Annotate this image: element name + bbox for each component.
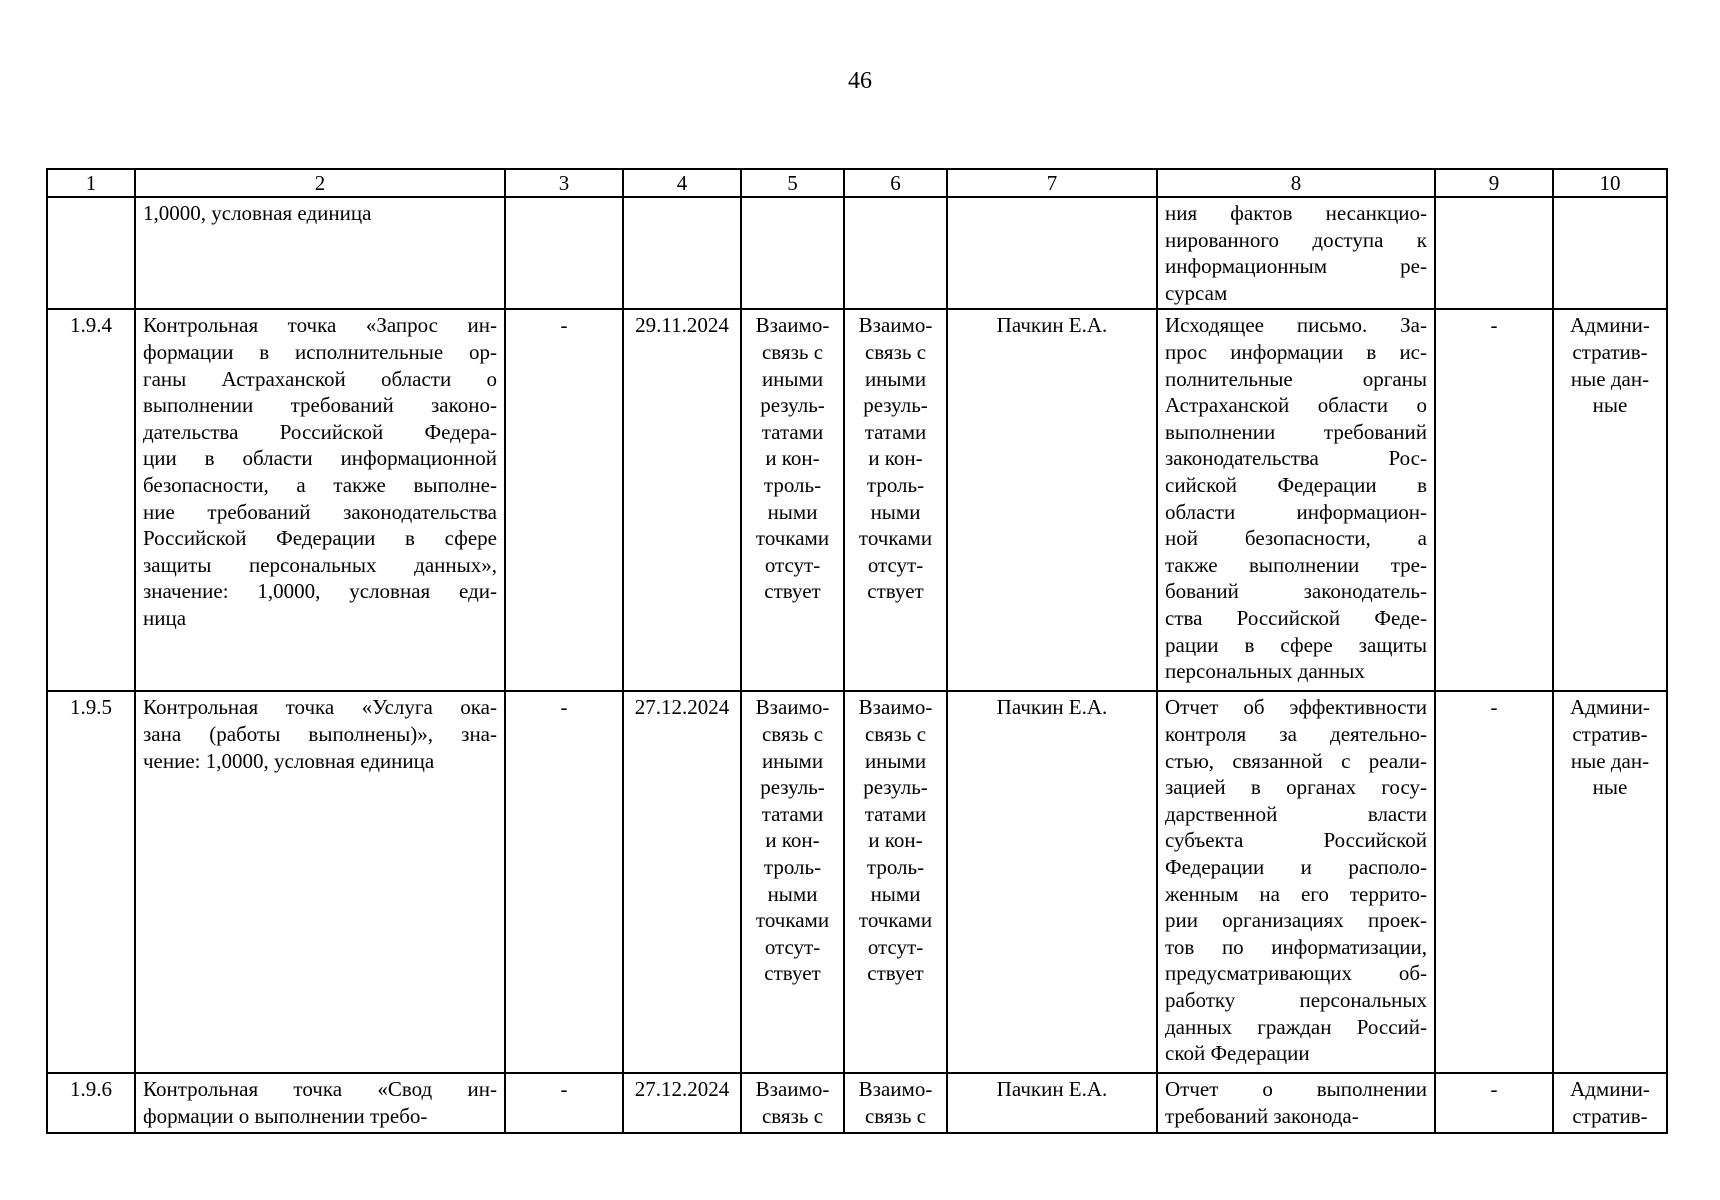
item-number-cell-text: 1.9.6	[70, 1077, 112, 1102]
column-3-cell	[505, 309, 623, 691]
table-row	[47, 691, 1667, 1073]
text-line: отсут-	[764, 552, 821, 577]
text-line: безопасности, а также выполне-	[143, 472, 497, 497]
column-9-cell-text: -	[1490, 313, 1498, 338]
table-row	[47, 1073, 1667, 1132]
text-line: татами	[761, 419, 824, 444]
column-3-cell-text: -	[560, 1077, 568, 1102]
text-line: ные	[1592, 393, 1628, 418]
text-line: зана (работы выполнены)», зна-	[143, 721, 497, 746]
header-cell: 5	[741, 169, 844, 197]
text-line: зацией в органах госу-	[1165, 775, 1427, 800]
text-line: данных граждан Россий-	[1165, 1014, 1427, 1039]
text-line: ные дан-	[1570, 366, 1650, 391]
document-cell	[1157, 197, 1435, 309]
text-line: иными	[761, 366, 824, 391]
text-line: Взаимо-	[858, 695, 933, 720]
text-line: ства Российской Феде-	[1165, 605, 1427, 630]
header-cell: 1	[47, 169, 135, 197]
text-line: сурсам	[1165, 280, 1228, 305]
column-3-cell	[505, 691, 623, 1073]
source-cell	[1553, 691, 1667, 1073]
text-line: защиты персональных данных»,	[143, 552, 497, 577]
text-line: ными	[870, 499, 921, 524]
header-cell: 2	[135, 169, 505, 197]
text-line: точками	[858, 908, 933, 933]
text-line: ции в области информационной	[143, 446, 497, 471]
table-row	[47, 309, 1667, 691]
text-line: субъекта Российской	[1165, 828, 1427, 853]
text-line: иными	[761, 748, 824, 773]
column-3-cell-text: -	[560, 695, 568, 720]
text-line: резуль-	[760, 775, 825, 800]
responsible-cell-text: Пачкин Е.А.	[996, 695, 1108, 720]
column-3-cell-text: -	[560, 313, 568, 338]
column-3-cell	[505, 197, 623, 309]
header-cell: 8	[1157, 169, 1435, 197]
text-line: Взаимо-	[858, 313, 933, 338]
text-line: ской Федерации	[1165, 1041, 1310, 1066]
responsible-cell-text: Пачкин Е.А.	[996, 313, 1108, 338]
header-cell: 7	[947, 169, 1157, 197]
text-line: резуль-	[863, 393, 928, 418]
text-line: связь с	[864, 1103, 927, 1128]
text-line: резуль-	[760, 393, 825, 418]
document-cell	[1157, 691, 1435, 1073]
text-line: сийской Федерации в	[1165, 472, 1427, 497]
text-line: стью, связанной с реали-	[1165, 748, 1427, 773]
text-line: Контрольная точка «Услуга ока-	[143, 695, 497, 720]
text-line: Российской Федерации в сфере	[143, 526, 497, 551]
text-line: бований законодатель-	[1165, 579, 1427, 604]
date-cell	[623, 197, 741, 309]
text-line: татами	[864, 419, 927, 444]
text-line: ствует	[867, 579, 924, 604]
text-line: Взаимо-	[858, 1077, 933, 1102]
text-line: и кон-	[868, 446, 923, 471]
text-line: ные	[1592, 775, 1628, 800]
responsible-cell	[947, 309, 1157, 691]
text-line: Федерации и располо-	[1165, 854, 1427, 879]
text-line: ния фактов несанкцио-	[1165, 201, 1427, 225]
date-cell-text: 29.11.2024	[635, 313, 729, 338]
text-line: ными	[767, 499, 818, 524]
text-line: ные дан-	[1570, 748, 1650, 773]
source-cell	[1553, 1073, 1667, 1132]
text-line: 1,0000, условная единица	[143, 201, 372, 225]
text-line: точками	[755, 908, 830, 933]
text-line: выполнении требований законо-	[143, 393, 497, 418]
text-line: также выполнении тре-	[1165, 552, 1427, 577]
text-line: Взаимо-	[755, 1077, 830, 1102]
column-3-cell	[505, 1073, 623, 1132]
responsible-cell	[947, 1073, 1157, 1132]
text-line: информационным ре-	[1165, 254, 1427, 279]
document-cell	[1157, 1073, 1435, 1132]
text-line: формации в исполнительные ор-	[143, 339, 497, 364]
source-cell	[1553, 309, 1667, 691]
header-cell: 9	[1435, 169, 1553, 197]
text-line: связь с	[864, 339, 927, 364]
source-cell	[1553, 197, 1667, 309]
text-line: точками	[755, 526, 830, 551]
description-cell	[135, 197, 505, 309]
text-line: стратив-	[1572, 1103, 1648, 1128]
text-line: контроля за деятельно-	[1165, 721, 1427, 746]
responsible-cell	[947, 197, 1157, 309]
text-line: тов по информатизации,	[1165, 934, 1427, 959]
text-line: выполнении требований	[1165, 419, 1427, 444]
control-points-table	[46, 168, 1668, 1134]
text-line: ница	[143, 605, 187, 630]
text-line: Админи-	[1570, 313, 1650, 338]
text-line: ной безопасности, а	[1165, 526, 1427, 551]
text-line: троль-	[763, 472, 822, 497]
text-line: прос информации в ис-	[1165, 339, 1427, 364]
text-line: женным на его террито-	[1165, 881, 1427, 906]
header-cell: 10	[1553, 169, 1667, 197]
column-6-cell	[844, 197, 947, 309]
text-line: ганы Астраханской области о	[143, 366, 497, 391]
text-line: дарственной власти	[1165, 801, 1427, 826]
text-line: Отчет о выполнении	[1165, 1077, 1427, 1102]
text-line: Исходящее письмо. За-	[1165, 313, 1427, 338]
column-9-cell-text: -	[1490, 1077, 1498, 1102]
column-6-cell	[844, 309, 947, 691]
text-line: работку персональных	[1165, 987, 1427, 1012]
document-cell	[1157, 309, 1435, 691]
description-cell	[135, 309, 505, 691]
date-cell	[623, 691, 741, 1073]
responsible-cell-text: Пачкин Е.А.	[996, 1077, 1108, 1102]
column-5-cell	[741, 691, 844, 1073]
item-number-cell-text: 1.9.5	[70, 695, 112, 720]
text-line: предусматривающих об-	[1165, 961, 1427, 986]
item-number-cell	[47, 309, 135, 691]
text-line: Взаимо-	[755, 313, 830, 338]
text-line: формации о выполнении требо-	[143, 1103, 428, 1128]
text-line: чение: 1,0000, условная единица	[143, 748, 435, 773]
description-cell	[135, 691, 505, 1073]
column-5-cell	[741, 197, 844, 309]
text-line: законодательства Рос-	[1165, 446, 1427, 471]
text-line: связь с	[761, 721, 824, 746]
text-line: стратив-	[1572, 339, 1648, 364]
text-line: отсут-	[764, 934, 821, 959]
text-line: полнительные органы	[1165, 366, 1427, 391]
text-line: Контрольная точка «Запрос ин-	[143, 313, 497, 338]
text-line: и кон-	[868, 828, 923, 853]
text-line: и кон-	[765, 446, 820, 471]
text-line: стратив-	[1572, 721, 1648, 746]
header-cell: 4	[623, 169, 741, 197]
text-line: требований законода-	[1165, 1103, 1359, 1128]
text-line: ствует	[764, 579, 821, 604]
text-line: связь с	[761, 1103, 824, 1128]
date-cell-text: 27.12.2024	[634, 695, 730, 720]
text-line: связь с	[761, 339, 824, 364]
column-5-cell	[741, 309, 844, 691]
text-line: точками	[858, 526, 933, 551]
text-line: значение: 1,0000, условная еди-	[143, 579, 497, 604]
text-line: рии организациях проек-	[1165, 908, 1427, 933]
responsible-cell	[947, 691, 1157, 1073]
text-line: Контрольная точка «Свод ин-	[143, 1077, 497, 1102]
text-line: ствует	[867, 961, 924, 986]
text-line: троль-	[866, 854, 925, 879]
table-row	[47, 197, 1667, 309]
text-line: Отчет об эффективности	[1165, 695, 1427, 720]
description-cell	[135, 1073, 505, 1132]
column-9-cell	[1435, 197, 1553, 309]
column-6-cell	[844, 691, 947, 1073]
text-line: Админи-	[1570, 1077, 1650, 1102]
header-cell: 3	[505, 169, 623, 197]
text-line: нированного доступа к	[1165, 227, 1427, 252]
text-line: резуль-	[863, 775, 928, 800]
text-line: рации в сфере защиты	[1165, 632, 1427, 657]
column-9-cell-text: -	[1490, 695, 1498, 720]
text-line: Админи-	[1570, 695, 1650, 720]
column-5-cell	[741, 1073, 844, 1132]
text-line: иными	[864, 366, 927, 391]
text-line: иными	[864, 748, 927, 773]
text-line: ными	[870, 881, 921, 906]
text-line: и кон-	[765, 828, 820, 853]
text-line: области информацион-	[1165, 499, 1427, 524]
date-cell	[623, 309, 741, 691]
text-line: Астраханской области о	[1165, 393, 1427, 418]
text-line: ными	[767, 881, 818, 906]
text-line: ние требований законодательства	[143, 499, 497, 524]
text-line: ствует	[764, 961, 821, 986]
item-number-cell	[47, 691, 135, 1073]
text-line: троль-	[763, 854, 822, 879]
column-9-cell	[1435, 691, 1553, 1073]
text-line: отсут-	[867, 552, 924, 577]
column-9-cell	[1435, 309, 1553, 691]
header-cell: 6	[844, 169, 947, 197]
date-cell-text: 27.12.2024	[634, 1077, 730, 1102]
text-line: дательства Российской Федера-	[143, 419, 497, 444]
date-cell	[623, 1073, 741, 1132]
column-6-cell	[844, 1073, 947, 1132]
item-number-cell-text: 1.9.4	[70, 313, 112, 338]
text-line: связь с	[864, 721, 927, 746]
table-header-row	[47, 169, 1667, 197]
item-number-cell	[47, 1073, 135, 1132]
text-line: троль-	[866, 472, 925, 497]
page-number: 46	[848, 68, 872, 94]
text-line: Взаимо-	[755, 695, 830, 720]
text-line: татами	[864, 801, 927, 826]
item-number-cell	[47, 197, 135, 309]
column-9-cell	[1435, 1073, 1553, 1132]
text-line: отсут-	[867, 934, 924, 959]
text-line: персональных данных	[1165, 659, 1365, 684]
text-line: татами	[761, 801, 824, 826]
